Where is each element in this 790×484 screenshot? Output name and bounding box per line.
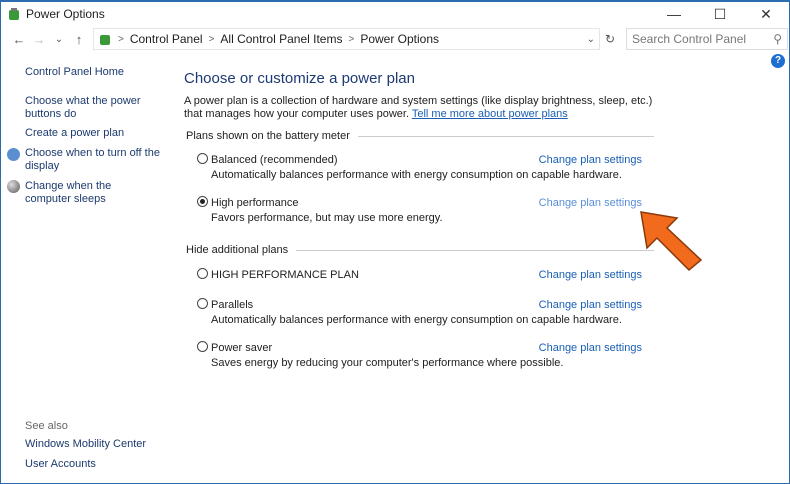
chevron-right-icon: > [208,33,215,45]
description-text: A power plan is a collection of hardware and system settings (like display brightness, sleep, etc.) that manages how your computer uses power. [184,95,653,120]
plan-description: Automatically balances performance with energy consumption on capable hardware. [211,314,622,326]
group-battery-meter [186,130,654,142]
help-button[interactable]: ? [771,54,785,68]
breadcrumb[interactable] [93,28,600,50]
sleep-icon [7,180,20,193]
plan-high-performance-plan [197,268,642,281]
see-also-heading: See also [25,420,68,432]
page-title: Choose or customize a power plan [184,70,415,87]
plan-radio[interactable] [197,268,359,281]
refresh-button[interactable]: ↻ [604,32,616,46]
radio-icon[interactable] [197,153,208,164]
group-additional-plans[interactable] [186,244,654,256]
plan-radio[interactable] [197,153,338,166]
address-bar [1,26,789,52]
change-plan-settings-link[interactable]: Change plan settings [538,298,642,311]
plan-parallels [197,298,642,326]
page-description [184,95,654,121]
close-button[interactable]: ✕ [760,5,772,22]
power-options-icon [7,7,21,21]
plan-radio[interactable] [197,341,272,354]
radio-selected-icon[interactable] [197,196,208,207]
maximize-button[interactable]: ☐ [713,5,727,22]
plan-name: High performance [211,197,299,209]
plan-name: Balanced (recommended) [211,154,338,166]
sidebar-item-create-plan[interactable]: Create a power plan [25,127,125,139]
plan-description: Saves energy by reducing your computer's performance where possible. [211,357,564,369]
learn-more-link[interactable]: Tell me more about power plans [411,108,568,120]
plan-name: Power saver [211,342,273,354]
change-plan-settings-link[interactable]: Change plan settings [538,153,642,166]
group-label: Plans shown on the battery meter [186,130,350,142]
chevron-right-icon: > [118,33,124,45]
plan-high-performance [197,196,642,224]
change-plan-settings-link[interactable]: Change plan settings [538,268,642,281]
plan-radio[interactable] [197,298,253,311]
windows-mobility-center-link[interactable]: Windows Mobility Center [25,438,147,450]
chevron-down-icon[interactable]: ⌄ [586,33,595,45]
main-content [184,70,654,369]
sidebar-home-link[interactable]: Control Panel Home [25,66,125,78]
change-plan-settings-link[interactable]: Change plan settings [538,341,642,354]
plan-name: Parallels [211,299,254,311]
forward-button[interactable]: → [32,31,46,47]
plan-power-saver [197,341,642,369]
breadcrumb-control-panel[interactable]: Control Panel [129,32,203,46]
control-panel-icon [98,32,112,46]
plan-description: Favors performance, but may use more energy. [211,212,443,224]
display-icon [7,148,20,161]
radio-icon[interactable] [197,341,208,352]
orange-arrow-annotation [637,208,707,274]
minimize-button[interactable]: — [667,6,681,22]
change-plan-settings-link[interactable]: Change plan settings [538,196,642,209]
chevron-right-icon: > [348,33,355,45]
sidebar-item-sleep[interactable]: Change when the computer sleeps [25,180,112,205]
plan-name: HIGH PERFORMANCE PLAN [211,269,359,281]
plan-radio[interactable] [197,196,298,209]
breadcrumb-all-items[interactable]: All Control Panel Items [220,32,343,46]
plan-description: Automatically balances performance with energy consumption on capable hardware. [211,169,622,181]
sidebar-item-display-off[interactable]: Choose when to turn off the display [25,147,160,172]
user-accounts-link[interactable]: User Accounts [25,458,96,470]
breadcrumb-power-options[interactable]: Power Options [360,32,440,46]
recent-locations-button[interactable]: ⌄ [54,33,64,45]
radio-icon[interactable] [197,298,208,309]
up-button[interactable]: ↑ [75,31,83,47]
sidebar-item-power-buttons[interactable]: Choose what the power buttons do [25,95,141,120]
search-input[interactable] [626,28,788,50]
plan-balanced [197,153,642,181]
radio-icon[interactable] [197,268,208,279]
search-icon[interactable]: ⚲ [773,32,782,46]
group-label: Hide additional plans [186,244,289,256]
search-placeholder: Search Control Panel [632,32,747,46]
back-button[interactable]: ← [12,31,26,47]
window-title: Power Options [26,7,105,21]
